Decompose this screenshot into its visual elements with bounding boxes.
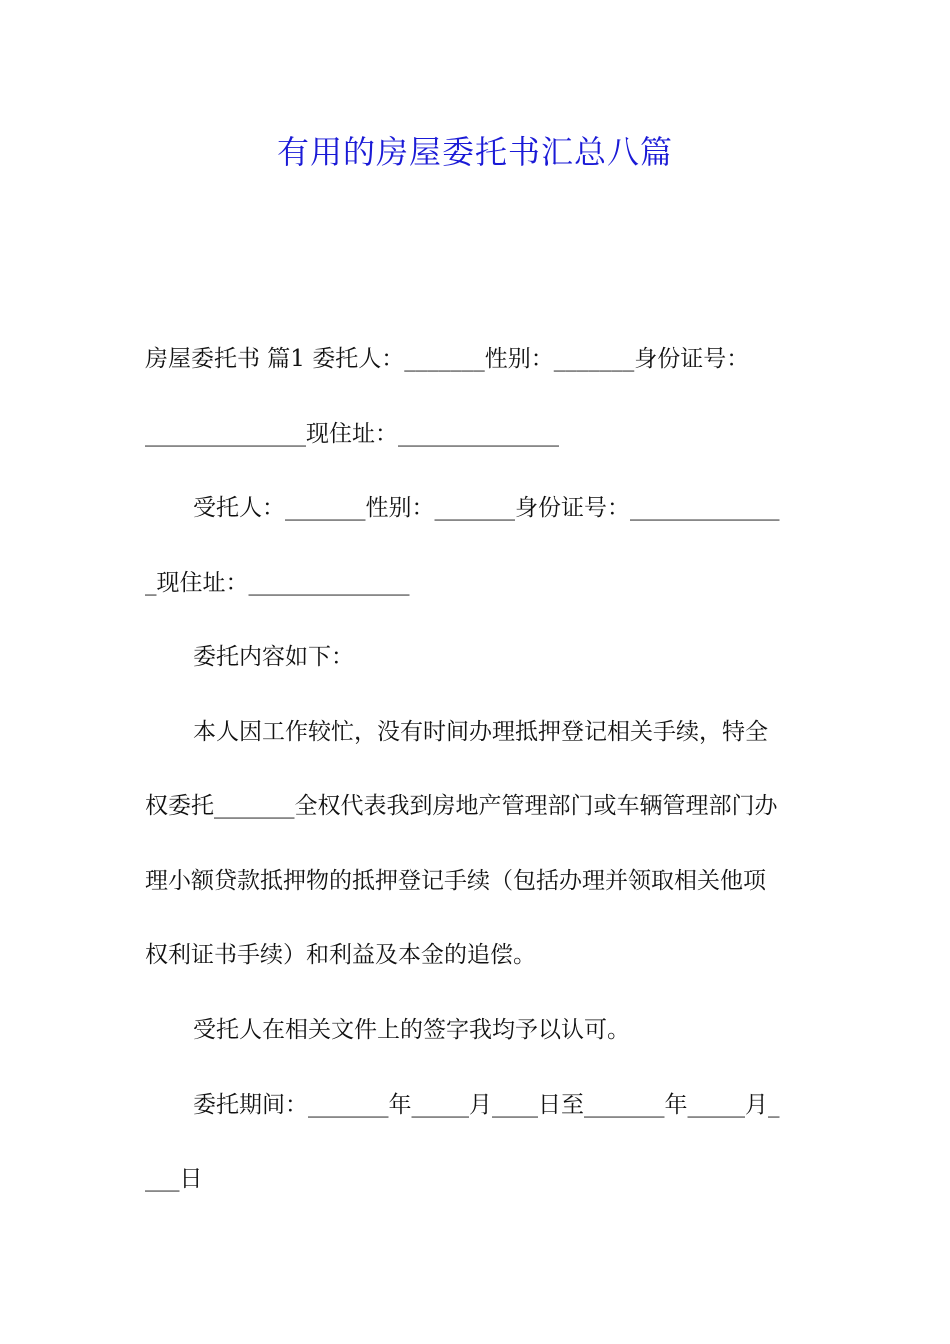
paragraph-line: 权利证书手续）和利益及本金的追偿。	[145, 942, 536, 968]
paragraph-line: 委托内容如下：	[193, 644, 354, 670]
document-title: 有用的房屋委托书汇总八篇	[276, 133, 673, 171]
paragraph-line: 理小额贷款抵押物的抵押登记手续（包括办理并领取相关他项	[145, 868, 766, 894]
paragraph-line: 本人因工作较忙，没有时间办理抵押登记相关手续，特全	[193, 719, 768, 745]
paragraph-line: 房屋委托书 篇1 委托人：_______性别：_______身份证号：	[145, 346, 750, 372]
paragraph-line: 权委托_______全权代表我到房地产管理部门或车辆管理部门办	[145, 793, 778, 819]
paragraph-line: ______________现住址：______________	[145, 421, 559, 447]
paragraph-line: 受托人：_______性别：_______身份证号：_____________	[193, 495, 780, 521]
paragraph-line: ___日	[145, 1166, 203, 1192]
paragraph-line: 委托期间：_______年_____月____日至_______年_____月_	[193, 1092, 780, 1118]
paragraph-line: 受托人在相关文件上的签字我均予以认可。	[193, 1017, 630, 1043]
paragraph-line: _现住址：______________	[145, 570, 410, 596]
